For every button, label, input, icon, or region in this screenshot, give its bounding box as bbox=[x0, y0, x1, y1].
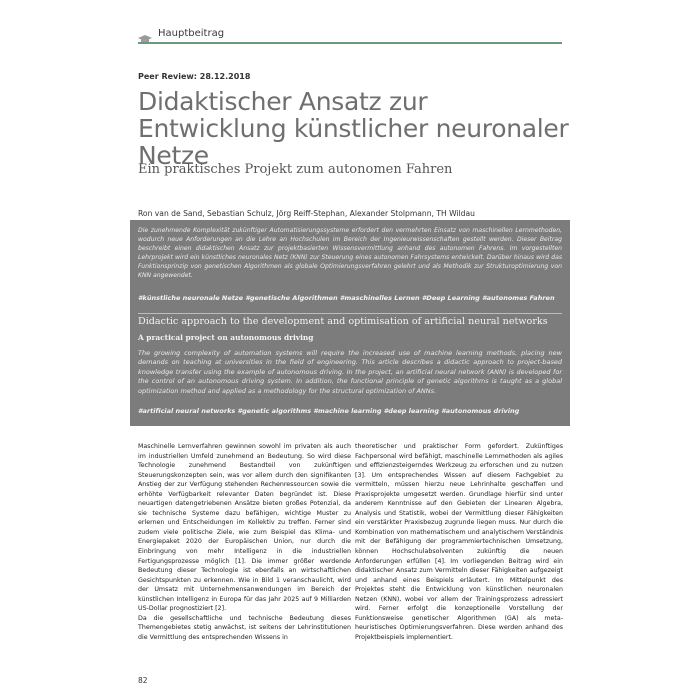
peer-review-date: Peer Review: 28.12.2018 bbox=[138, 72, 251, 81]
section-header bbox=[138, 22, 562, 44]
graduation-cap-icon bbox=[138, 29, 152, 38]
english-keywords: #artificial neural networks #genetic algorithms #machine learning #deep learning #autonomous driving bbox=[138, 407, 520, 415]
body-paragraph: theoretischer und praktischer Form gefordert. Zukünftiges Fachpersonal wird befähigt, maschinelle Lernmethoden als agiles und effizienzsteigerndes Werkzeug zu erforschen und zu nutzen [3]. Um entsprechendes Wissen auf diesem Fachgebiet zu vermitteln, müssen hierzu neue Lehrinhalte geschaffen und Praxisprojekte umgesetzt werden. Grundlage hierfür sind unter anderem Kenntnisse auf den Gebieten der Linearen Algebra, Analysis und Statistik, wobei der Vermittlung dieser Fähigkeiten ein verstärkter Praxisbezug zugrunde liegen muss. Nur durch die Kombination von mathematischem und analytischem Verständnis mit der Befähigung der programmiertechnischen Umsetzung, können Hochschulabsolventen zukünftig die neuen Anforderungen erfüllen [4]. Im vorliegenden Beitrag wird ein didaktischer Ansatz zum Vermitteln dieser Fähigkeiten aufgezeigt und anhand eines Beispiels erläutert. Im Mittelpunkt des Projektes steht die Entwicklung von künstlichen neuronalen Netzen (KNN), wobei vor allem der Trainingsprozess adressiert wird. Ferner erfolgt die konzeptionelle Vorstellung der Funktionsweise genetischer Algorithmen (GA) als meta-heuristisches Optimierungsverfahren. Diese werden anhand des Projektbeispiels implementiert. bbox=[355, 443, 563, 641]
body-column-left bbox=[138, 442, 351, 642]
german-keywords: #künstliche neuronale Netze #genetische Algorithmen #maschinelles Lernen #Deep Learning #autonomes Fahren bbox=[138, 294, 555, 302]
body-paragraph: Da die gesellschaftliche und technische Bedeutung dieses Themengebietes stetig anwächst, ist seitens der Lehrinstitutionen die Vermittlung des entsprechenden Wissens in bbox=[138, 614, 351, 641]
english-subtitle: A practical project on autonomous driving bbox=[138, 333, 314, 342]
english-title: Didactic approach to the development and optimisation of artificial neural networks bbox=[138, 316, 548, 327]
page-number: 82 bbox=[138, 676, 148, 685]
author-list: Ron van de Sand, Sebastian Schulz, Jörg Reiff-Stephan, Alexander Stolpmann, TH Wildau bbox=[138, 209, 475, 218]
german-abstract: Die zunehmende Komplexität zukünftiger Automatisierungssysteme erfordert den vermehrten Einsatz von maschinellen Lernmethoden, wodurch neue Anforderungen an die Lehre an Hochschulen im Bereich der Ingenieurwissenschaften gestellt werden. Dieser Beitrag beschreibt einen didaktischen Ansatz zur projektbasierten Wissensvermittlung anhand des autonomen Fahrens. Im vorgestellten Lehrprojekt wird ein künstliches neuronales Netz (KNN) zur Steuerung eines autonomen Fahrsystems entwickelt. Darüber hinaus wird das Funktionsprinzip von genetischen Algorithmen als globale Optimierungsverfahren gelehrt und als Methodik zur Strukturoptimierung von KNN angewendet. bbox=[138, 227, 562, 280]
section-label: Hauptbeitrag bbox=[158, 27, 225, 39]
header-rule bbox=[138, 42, 562, 44]
body-paragraph: Maschinelle Lernverfahren gewinnen sowohl im privaten als auch im industriellen Umfeld zunehmend an Bedeutung. So wird diese Technologie zunehmend Bestandteil von zukünftigen Steuerungskonzepten sein, was vor allem durch den signifikanten Anstieg der zur Verfügung stehenden Rechenressourcen sowie die erhöhte Verfügbarkeit relevanter Daten begründet ist. Diese neuartigen datengetriebenen Ansätze bieten großes Potenzial, da sie technische Systeme dazu befähigen, wichtige Muster zu erlernen und Entscheidungen im Kollektiv zu treffen. Ferner sind zudem viele politische Ziele, wie zum Beispiel das Klima- und Energiepaket 2020 der Europäischen Union, nur durch die Einbringung von mehr Intelligenz in die industriellen Fertigungsprozesse möglich [1]. Die immer größer werdende Bedeutung dieser Technologie ist ebenfalls an wirtschaftlichen Gesichtspunkten zu erkennen. Wie in Bild 1 veranschaulicht, wird der Umsatz mit Unternehmensanwendungen im Bereich der künstlichen Intelligenz in Europa für das Jahr 2025 auf 9 Milliarden US-Dollar prognostiziert [2]. bbox=[138, 443, 351, 613]
article-title: Didaktischer Ansatz zur Entwicklung künstlicher neuronaler Netze bbox=[138, 87, 569, 170]
body-column-right bbox=[355, 442, 563, 642]
english-abstract: The growing complexity of automation systems will require the increased use of machine learning methods, placing new demands on teaching at universities in the field of engineering. This article describes a didactic approach to project-based knowledge transfer using the example of autonomous driving. In the project, an artificial neural network (ANN) is developed for the control of an autonomous driving system. In addition, the functional principle of genetic algorithms is taught as a global optimization method and applied as a methodology for the structural optimization of ANNs. bbox=[138, 349, 562, 395]
article-subtitle: Ein praktisches Projekt zum autonomen Fahren bbox=[138, 162, 453, 177]
abstract-divider bbox=[138, 313, 562, 314]
